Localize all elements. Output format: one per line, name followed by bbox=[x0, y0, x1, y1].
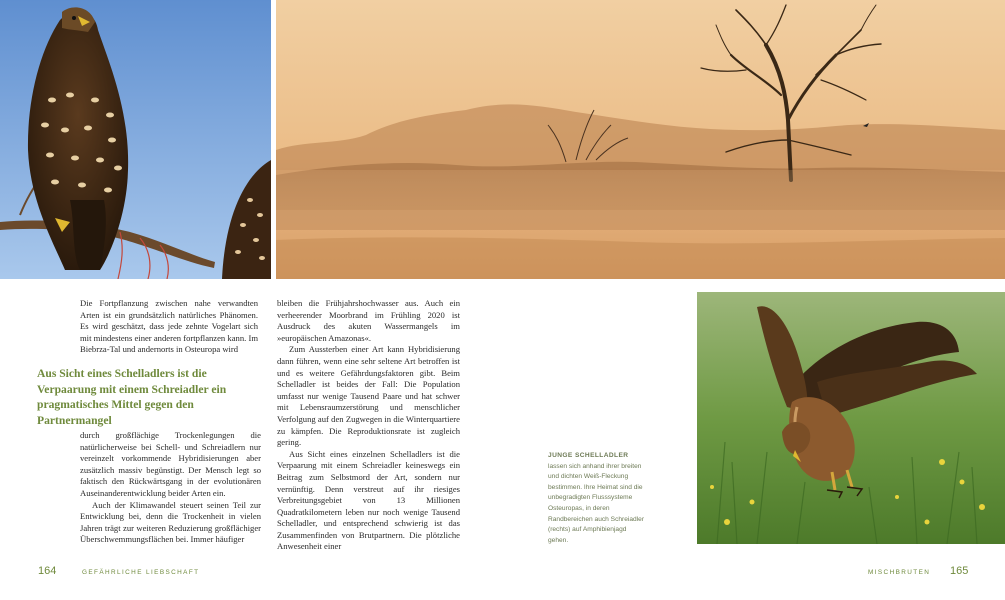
paragraph: Auch der Klimawandel steuert seinen Teil zur Entwicklung bei, denn die Trockenheit in vielen Jahren trägt zur weiteren Reduzierung großflächiger Überschwemmungsflächen bei. Immer häufiger bbox=[80, 499, 261, 545]
paragraph: Aus Sicht eines einzelnen Schelladlers ist die Verpaarung mit einem Schreiadler keineswegs ein Beitrag zum Selbstmord der Art, sondern nur vernünftig. Denn verstreut auf ihr riesiges Verbreitungsgebiet von 13 Millionen Quadratkilometern leben nur noch wenige Tausend Schelladler, und entsprechend schwierig ist das Zusammenfinden von Brutpartnern. Die plötzliche Anwesenheit einer bbox=[277, 448, 460, 552]
paragraph: bleiben die Frühjahrshochwasser aus. Auch ein verheerender Moorbrand im Frühling 2020 ist Ausdruck des akuten Wassermangels im »europäischen Amazonas«. bbox=[277, 298, 460, 343]
misty-wetland-sunrise-photo bbox=[276, 0, 1005, 279]
page-number-right: 165 bbox=[950, 565, 969, 577]
eagle-on-branch-photo bbox=[0, 0, 271, 279]
body-text-right bbox=[277, 298, 460, 553]
page-number-left: 164 bbox=[38, 565, 57, 577]
paragraph: Zum Aussterben einer Art kann Hybridisierung dann führen, wenn eine sehr seltene Art betroffen ist und es weitere Gefährdungsfaktoren gibt. Beim Schelladler ist beides der Fall: Die Population umfasst nur wenige Tausend Paare und hat schwer mit Lebensraumzerstörung und menschlicher Verfolgung auf den Zugwegen in die Winterquartiere zu kämpfen. Die Reproduktionsrate ist zugleich gering. bbox=[277, 344, 460, 448]
body-text-left-top bbox=[80, 298, 258, 356]
pull-quote: Aus Sicht eines Schelladlers ist die Verpaarung mit einem Schreiadler ein pragmatisches Mittel gegen den Partnermangel bbox=[37, 367, 227, 427]
paragraph: Die Fortpflanzung zwischen nahe verwandten Arten ist ein grundsätzlich natürliches Phänomen. Es wird geschätzt, dass jede zehnte Vogelart sich mit mindestens einer anderen fortpflanzen kann. Im Biebrza-Tal und andernorts in Osteuropa wird bbox=[80, 298, 258, 355]
body-text-left-bottom bbox=[80, 430, 261, 546]
paragraph: durch großflächige Trockenlegungen die natürlicherweise bei Schell- und Schreiadlern nur vereinzelt vorkommende Hybridisierungen aber zusätzlich massiv begünstigt. Der Mensch legt so faktisch den Rückwärtsgang in der evolutionären Auseinanderentwicklung beider Arten ein. bbox=[80, 430, 261, 498]
caption-text: lassen sich anhand ihrer breiten und dichten Weiß-Fleckung bestimmen. Ihre Heimat sind die unbegradigten Flusssysteme Osteuropas, in deren Randbereichen auch Schreiadler (rechts) auf Amphibienjagd gehen. bbox=[548, 462, 645, 544]
running-title-left: GEFÄHRLICHE LIEBSCHAFT bbox=[82, 569, 200, 576]
juvenile-eagle-hunting-photo bbox=[697, 292, 1005, 544]
photo-caption bbox=[548, 451, 648, 546]
running-title-right: MISCHBRUTEN bbox=[868, 569, 931, 576]
caption-heading: JUNGE SCHELLADLER bbox=[548, 452, 629, 459]
